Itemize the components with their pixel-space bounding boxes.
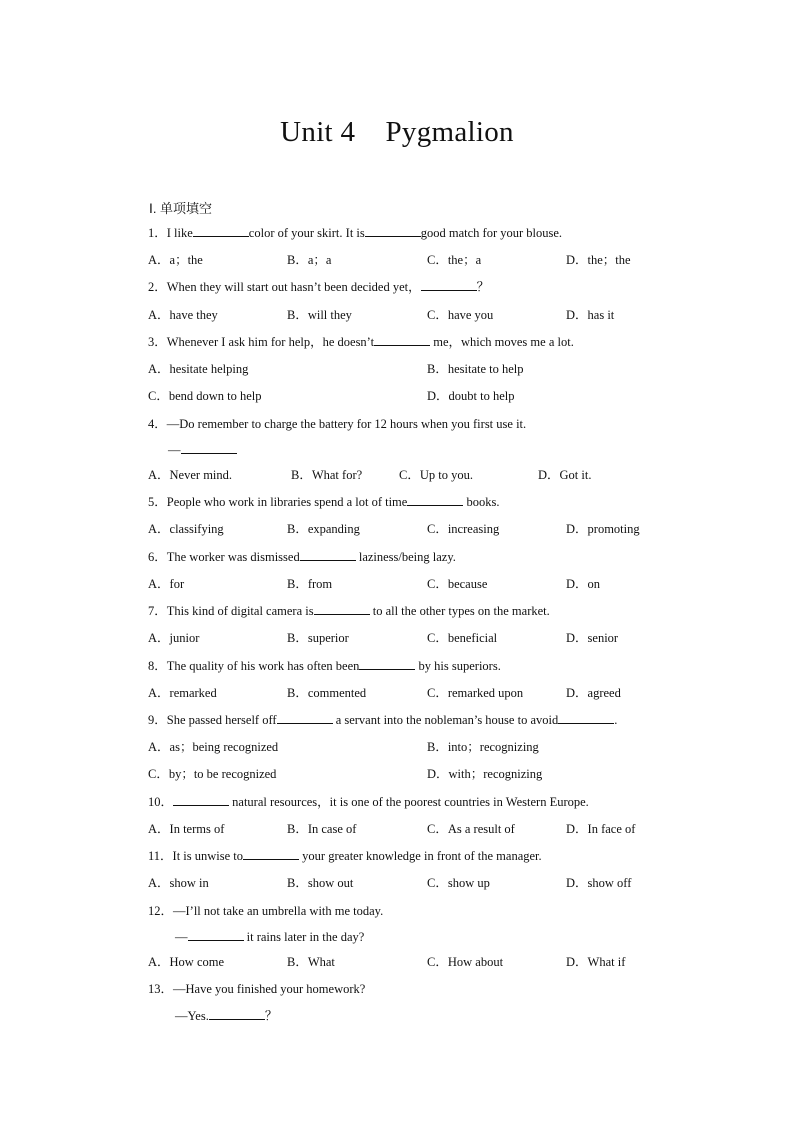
answer-blank xyxy=(173,794,229,806)
option-b: B．into；recognizing xyxy=(427,740,539,754)
option-c: C．bend down to help xyxy=(148,389,262,403)
option-c: C．beneficial xyxy=(427,631,498,645)
option-b: B．superior xyxy=(287,631,349,645)
question-3: 3．Whenever I ask him for help，he doesn’t me，which moves me a lot. xyxy=(148,335,574,349)
option-a: A．show in xyxy=(148,876,209,890)
option-b: B．will they xyxy=(287,308,352,322)
question-13: 13．—Have you finished your homework? xyxy=(148,982,366,996)
answer-blank xyxy=(193,225,249,237)
option-c: C．As a result of xyxy=(427,822,515,836)
option-b: B．What for? xyxy=(291,468,363,482)
question-7: 7．This kind of digital camera is to all the other types on the market. xyxy=(148,604,550,618)
question-12-reply: — it rains later in the day? xyxy=(175,930,365,944)
option-d: D．has it xyxy=(566,308,615,322)
answer-blank xyxy=(365,225,421,237)
option-a: A．classifying xyxy=(148,522,224,536)
option-c: C．How about xyxy=(427,955,504,969)
option-a: A．have they xyxy=(148,308,218,322)
option-d: D．with；recognizing xyxy=(427,767,543,781)
answer-blank xyxy=(359,658,415,670)
question-2: 2．When they will start out hasn’t been decided yet， ？ xyxy=(148,280,490,294)
option-b: B．a；a xyxy=(287,253,332,267)
option-a: A．junior xyxy=(148,631,200,645)
option-a: A．Never mind. xyxy=(148,468,233,482)
answer-blank xyxy=(243,848,299,860)
question-12: 12．—I’ll not take an umbrella with me today. xyxy=(148,904,384,918)
answer-blank xyxy=(314,603,370,615)
option-d: D．senior xyxy=(566,631,619,645)
option-c: C．have you xyxy=(427,308,494,322)
option-d: D．agreed xyxy=(566,686,621,700)
answer-blank xyxy=(558,712,614,724)
question-8: 8．The quality of his work has often been by his superiors. xyxy=(148,659,501,673)
option-d: D．on xyxy=(566,577,601,591)
option-c: C．because xyxy=(427,577,488,591)
question-5: 5．People who work in libraries spend a lot of time books. xyxy=(148,495,500,509)
option-c: C．Up to you. xyxy=(399,468,473,482)
option-a: A．hesitate helping xyxy=(148,362,249,376)
option-b: B．In case of xyxy=(287,822,357,836)
answer-blank xyxy=(374,334,430,346)
answer-blank xyxy=(181,442,237,454)
option-c: C．by；to be recognized xyxy=(148,767,277,781)
option-b: B．from xyxy=(287,577,333,591)
option-d: D．the；the xyxy=(566,253,631,267)
option-b: B．expanding xyxy=(287,522,360,536)
answer-blank xyxy=(188,929,244,941)
option-d: D．promoting xyxy=(566,522,640,536)
question-9: 9．She passed herself off a servant into the nobleman’s house to avoid . xyxy=(148,713,618,727)
question-10: 10． natural resources，it is one of the poorest countries in Western Europe. xyxy=(148,795,589,809)
option-a: A．a；the xyxy=(148,253,203,267)
answer-blank xyxy=(407,494,463,506)
answer-blank xyxy=(209,1008,265,1020)
question-4-reply: — xyxy=(168,441,237,459)
option-a: A．How come xyxy=(148,955,225,969)
question-4: 4．—Do remember to charge the battery for 12 hours when you first use it. xyxy=(148,417,527,431)
option-a: A．remarked xyxy=(148,686,217,700)
option-d: D．show off xyxy=(566,876,632,890)
page-title: Unit 4 Pygmalion xyxy=(280,116,514,148)
answer-blank xyxy=(421,279,477,291)
option-b: B．hesitate to help xyxy=(427,362,524,376)
option-b: B．What xyxy=(287,955,335,969)
question-11: 11．It is unwise to your greater knowledge in front of the manager. xyxy=(148,849,542,863)
option-a: A．In terms of xyxy=(148,822,225,836)
option-c: C．increasing xyxy=(427,522,500,536)
option-c: C．show up xyxy=(427,876,490,890)
option-d: D．In face of xyxy=(566,822,636,836)
question-13-reply: —Yes. ？ xyxy=(175,1009,278,1023)
option-d: D．What if xyxy=(566,955,626,969)
option-b: B．commented xyxy=(287,686,367,700)
option-b: B．show out xyxy=(287,876,354,890)
option-d: D．Got it. xyxy=(538,468,592,482)
section-heading: Ⅰ. 单项填空 xyxy=(149,201,213,216)
option-d: D．doubt to help xyxy=(427,389,515,403)
option-c: C．the；a xyxy=(427,253,482,267)
option-a: A．as；being recognized xyxy=(148,740,279,754)
answer-blank xyxy=(277,712,333,724)
option-a: A．for xyxy=(148,577,185,591)
option-c: C．remarked upon xyxy=(427,686,524,700)
answer-blank xyxy=(300,549,356,561)
question-6: 6．The worker was dismissed laziness/being lazy. xyxy=(148,550,456,564)
question-1: 1．I like color of your skirt. It is good match for your blouse. xyxy=(148,226,563,240)
